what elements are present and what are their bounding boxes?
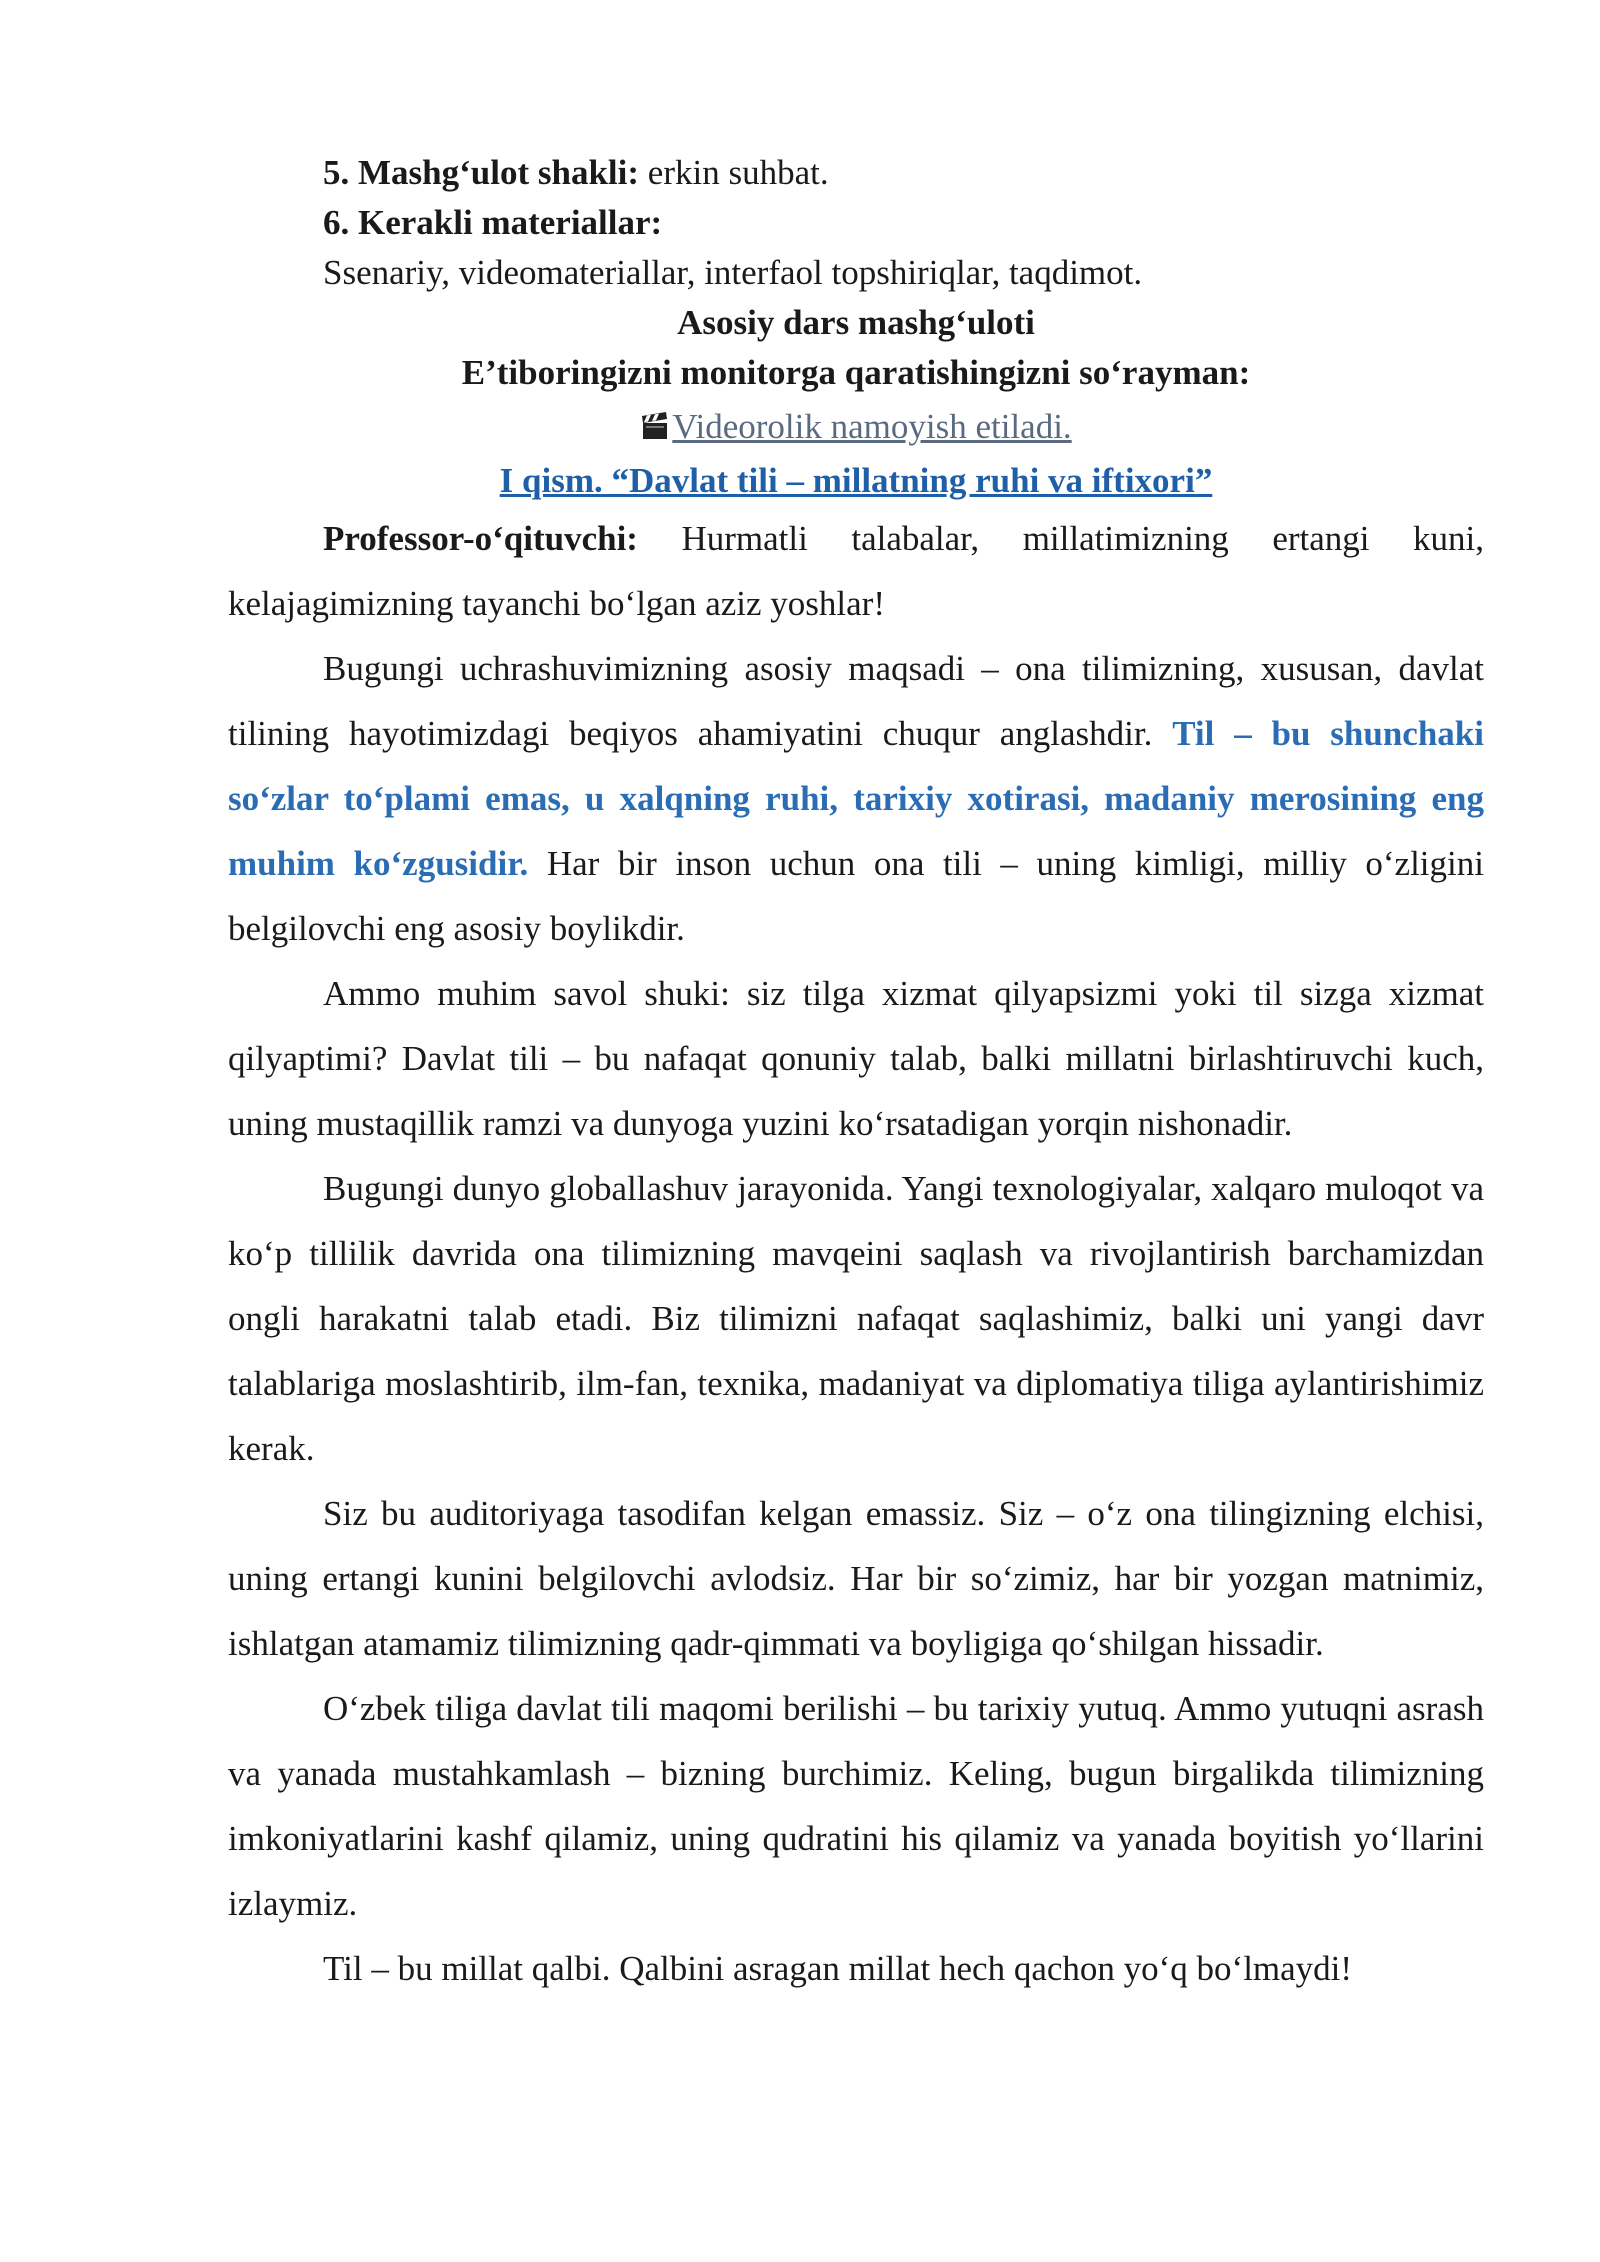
greeting-text: Hurmatli talabalar, millatimizning ertangi kuni, kelajagimizning tayanchi bo‘lgan aziz yoshlar! <box>228 519 1484 623</box>
item-6-label: 6. Kerakli materiallar: <box>323 203 663 242</box>
paragraph-question: Ammo muhim savol shuki: siz tilga xizmat qilyapsizmi yoki til sizga xizmat qilyaptimi? Davlat tili – bu nafaqat qonuniy talab, balki millatni birlashtiruvchi kuch, uning mustaqillik ramzi va dunyoga yuzini ko‘rsatadigan yorqin nishonadir. <box>228 974 1484 1143</box>
item-5-label: 5. Mashg‘ulot shakli: <box>323 153 640 192</box>
paragraph-globalization: Bugungi dunyo globallashuv jarayonida. Yangi texnologiyalar, xalqaro muloqot va ko‘p tillilik davrida ona tilimizning mavqeini saqlash va rivojlantirish barchamizdan ongli harakatni talab etadi. Biz tilimizni nafaqat saqlashimiz, balki uni yangi davr talablariga moslashtirib, ilm-fan, texnika, madaniyat va diplomatiya tiliga aylantirishimiz kerak. <box>228 1169 1484 1468</box>
speaker-label: Professor-o‘qituvchi: <box>323 519 638 558</box>
paragraph-purpose <box>228 636 1484 961</box>
video-link[interactable]: Videorolik namoyish etiladi. <box>672 407 1072 446</box>
lesson-heading: Asosiy dars mashg‘uloti <box>677 303 1035 342</box>
item-5-text: erkin suhbat. <box>639 153 829 192</box>
paragraph-audience: Siz bu auditoriyaga tasodifan kelgan emassiz. Siz – o‘z ona tilingizning elchisi, uning ertangi kunini belgilovchi avlodsiz. Har bir so‘zimiz, har bir yozgan matnimiz, ishlatgan atamamiz tilimizning qadr-qimmati va boyligiga qo‘shilgan hissadir. <box>228 1494 1484 1663</box>
paragraph-greeting <box>228 506 1484 636</box>
highlight-quote: Til – bu shunchaki so‘zlar to‘plami emas, u xalqning ruhi, tarixiy xotirasi, madaniy merosining eng muhim ko‘zgusidir. <box>228 714 1484 883</box>
video-note <box>228 398 1484 456</box>
clapperboard-icon <box>640 402 670 432</box>
monitor-request: E’tiboringizni monitorga qaratishingizni so‘rayman: <box>461 353 1251 392</box>
item-5 <box>228 148 1484 198</box>
paragraph-status: O‘zbek tiliga davlat tili maqomi berilishi – bu tarixiy yutuq. Ammo yutuqni asrash va yanada mustahkamlash – bizning burchimiz. Keling, bugun birgalikda tilimizning imkoniyatlarini kashf qilamiz, uning qudratini his qilamiz va yanada boyitish yo‘llarini izlaymiz. <box>228 1689 1484 1923</box>
item-6 <box>228 198 1484 248</box>
document-page <box>228 148 1484 2001</box>
purpose-text: Bugungi uchrashuvimizning asosiy maqsadi – ona tilimizning, xususan, davlat tilining hayotimizdagi beqiyos ahamiyatini chuqur anglashdir. <box>228 649 1484 753</box>
part-title: I qism. “Davlat tili – millatning ruhi va iftixori” <box>499 461 1213 500</box>
purpose-text-end: Har bir inson uchun ona tili – uning kimligi, milliy o‘zligini belgilovchi eng asosiy boylikdir. <box>228 844 1484 948</box>
materials-list: Ssenariy, videomateriallar, interfaol topshiriqlar, taqdimot. <box>323 253 1143 292</box>
paragraph-closing: Til – bu millat qalbi. Qalbini asragan millat hech qachon yo‘q bo‘lmaydi! <box>323 1949 1353 1988</box>
